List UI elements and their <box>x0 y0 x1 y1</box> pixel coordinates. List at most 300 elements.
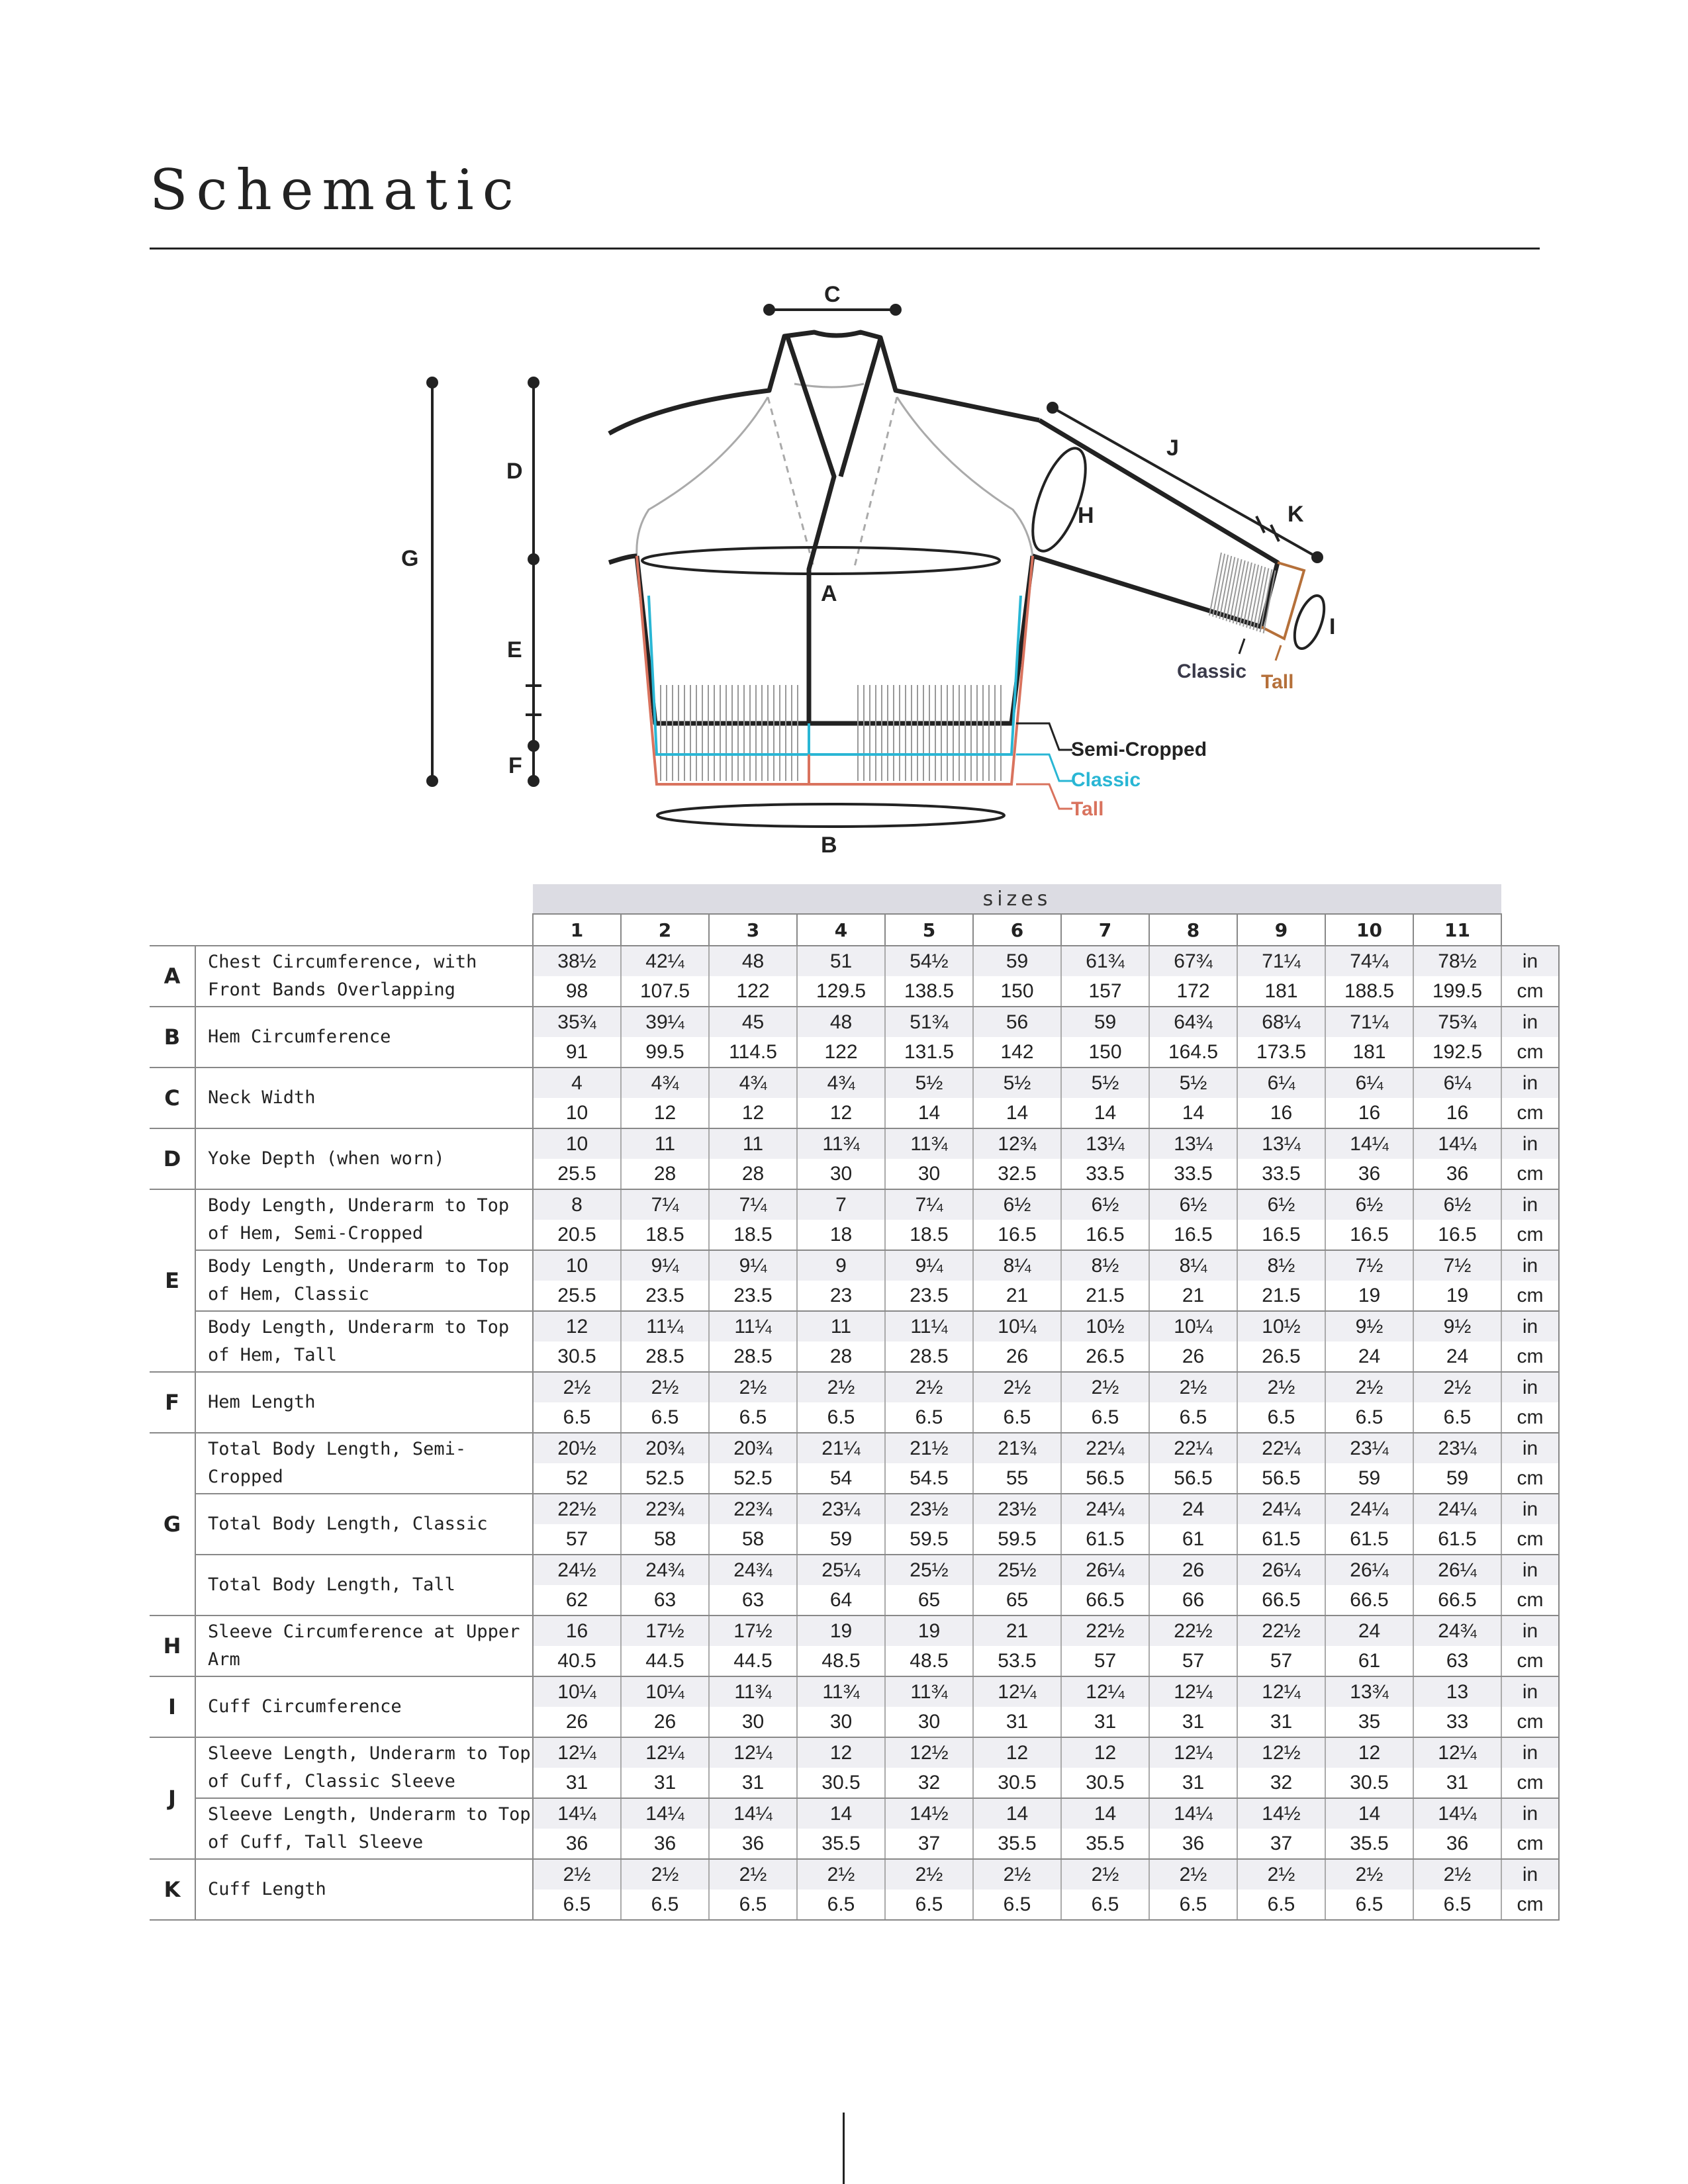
measure-value: 91 <box>533 1037 621 1068</box>
measure-value: 6½ <box>1413 1189 1501 1220</box>
measure-value: 30 <box>885 1159 973 1189</box>
measure-value: 7¼ <box>709 1189 797 1220</box>
measure-value: 157 <box>1061 976 1149 1007</box>
table-row <box>150 1007 1559 1037</box>
unit-label-in: in <box>1501 1676 1559 1707</box>
measure-value: 10½ <box>1237 1311 1325 1342</box>
measure-value: 36 <box>1413 1829 1501 1859</box>
measure-value: 22½ <box>1149 1615 1237 1646</box>
measure-value: 2½ <box>533 1859 621 1889</box>
measure-value: 71¼ <box>1237 946 1325 976</box>
measure-value: 33.5 <box>1061 1159 1149 1189</box>
measure-value: 6.5 <box>709 1889 797 1920</box>
measure-value: 138.5 <box>885 976 973 1007</box>
measure-value: 25.5 <box>533 1159 621 1189</box>
measure-value: 57 <box>533 1524 621 1555</box>
measure-value: 11¼ <box>885 1311 973 1342</box>
measure-value: 6.5 <box>533 1402 621 1433</box>
measure-value: 28.5 <box>885 1342 973 1372</box>
measure-value: 18 <box>797 1220 885 1250</box>
measure-value: 67¾ <box>1149 946 1237 976</box>
measure-value: 59.5 <box>973 1524 1061 1555</box>
measure-value: 59 <box>1061 1007 1149 1037</box>
measure-value: 6.5 <box>533 1889 621 1920</box>
measure-value: 7¼ <box>885 1189 973 1220</box>
measure-value: 12 <box>709 1098 797 1128</box>
size-header-4: 4 <box>797 914 885 946</box>
measure-value: 6.5 <box>1149 1889 1237 1920</box>
measure-value: 55 <box>973 1463 1061 1494</box>
measure-value: 12 <box>1061 1737 1149 1768</box>
measure-value: 31 <box>533 1768 621 1798</box>
measure-value: 61 <box>1325 1646 1413 1676</box>
measure-value: 11¾ <box>885 1128 973 1159</box>
measure-value: 6.5 <box>797 1889 885 1920</box>
measure-value: 61.5 <box>1237 1524 1325 1555</box>
measure-value: 59 <box>797 1524 885 1555</box>
table-row <box>150 1068 1559 1098</box>
sizes-banner-row <box>150 884 1559 914</box>
sweater-schematic <box>0 0 1688 900</box>
measure-value: 122 <box>797 1037 885 1068</box>
measure-description: Sleeve Length, Underarm to Top of Cuff, Tall Sleeve <box>195 1798 533 1859</box>
measure-value: 71¼ <box>1325 1007 1413 1037</box>
table-row <box>150 1615 1559 1646</box>
hem-callout-tall: Tall <box>1071 798 1104 820</box>
label-D: D <box>506 459 523 484</box>
measure-value: 23¼ <box>1413 1433 1501 1463</box>
measure-value: 32 <box>1237 1768 1325 1798</box>
measurements-table-wrap <box>150 884 1560 1921</box>
measure-value: 14½ <box>1237 1798 1325 1829</box>
label-K: K <box>1288 502 1304 527</box>
measure-value: 35 <box>1325 1707 1413 1737</box>
unit-label-cm: cm <box>1501 1402 1559 1433</box>
measure-value: 66 <box>1149 1585 1237 1615</box>
measure-value: 59 <box>973 946 1061 976</box>
measure-value: 22¾ <box>709 1494 797 1524</box>
measure-value: 22¾ <box>621 1494 709 1524</box>
measure-value: 2½ <box>709 1372 797 1402</box>
measure-value: 6.5 <box>621 1889 709 1920</box>
unit-label-cm: cm <box>1501 1098 1559 1128</box>
measure-value: 6.5 <box>1061 1402 1149 1433</box>
unit-label-cm: cm <box>1501 1342 1559 1372</box>
measure-value: 7½ <box>1325 1250 1413 1281</box>
measure-value: 26 <box>1149 1342 1237 1372</box>
page-divider <box>843 2113 845 2184</box>
measure-value: 25¼ <box>797 1555 885 1585</box>
measure-value: 33.5 <box>1237 1159 1325 1189</box>
measure-letter-C: C <box>150 1068 195 1128</box>
measure-value: 10¼ <box>621 1676 709 1707</box>
measure-value: 172 <box>1149 976 1237 1007</box>
measure-description: Total Body Length, Tall <box>195 1555 533 1615</box>
measure-value: 14¼ <box>533 1798 621 1829</box>
measure-value: 58 <box>709 1524 797 1555</box>
measure-letter-D: D <box>150 1128 195 1189</box>
unit-label-in: in <box>1501 1250 1559 1281</box>
measure-value: 8½ <box>1061 1250 1149 1281</box>
measure-value: 24¼ <box>1325 1494 1413 1524</box>
measure-value: 21 <box>1149 1281 1237 1311</box>
measure-value: 199.5 <box>1413 976 1501 1007</box>
unit-label-cm: cm <box>1501 1524 1559 1555</box>
table-row <box>150 1859 1559 1889</box>
unit-label-cm: cm <box>1501 1829 1559 1859</box>
measure-letter-H: H <box>150 1615 195 1676</box>
measure-value: 4¾ <box>797 1068 885 1098</box>
measure-value: 26 <box>973 1342 1061 1372</box>
measure-value: 5½ <box>885 1068 973 1098</box>
measure-value: 6.5 <box>797 1402 885 1433</box>
measure-value: 173.5 <box>1237 1037 1325 1068</box>
unit-label-in: in <box>1501 1007 1559 1037</box>
measure-value: 11¼ <box>621 1311 709 1342</box>
unit-label-cm: cm <box>1501 1463 1559 1494</box>
measure-value: 36 <box>709 1829 797 1859</box>
measure-value: 6¼ <box>1413 1068 1501 1098</box>
measure-value: 24 <box>1413 1342 1501 1372</box>
hem-callout-semi: Semi-Cropped <box>1071 739 1207 760</box>
measure-value: 22½ <box>1237 1615 1325 1646</box>
measure-value: 22½ <box>533 1494 621 1524</box>
measure-value: 12 <box>797 1737 885 1768</box>
measure-value: 36 <box>621 1829 709 1859</box>
measure-description: Neck Width <box>195 1068 533 1128</box>
measure-value: 23 <box>797 1281 885 1311</box>
measure-value: 2½ <box>885 1859 973 1889</box>
measure-value: 10¼ <box>533 1676 621 1707</box>
measure-value: 2½ <box>1413 1859 1501 1889</box>
measure-value: 30 <box>797 1707 885 1737</box>
measure-value: 31 <box>1149 1707 1237 1737</box>
measure-value: 11¾ <box>885 1676 973 1707</box>
measure-value: 31 <box>1149 1768 1237 1798</box>
measure-value: 57 <box>1149 1646 1237 1676</box>
measure-value: 6½ <box>1325 1189 1413 1220</box>
measure-value: 66.5 <box>1413 1585 1501 1615</box>
measure-value: 11¾ <box>797 1676 885 1707</box>
unit-label-in: in <box>1501 1555 1559 1585</box>
size-header-10: 10 <box>1325 914 1413 946</box>
measure-value: 6.5 <box>1149 1402 1237 1433</box>
measure-value: 2½ <box>797 1859 885 1889</box>
measure-value: 18.5 <box>621 1220 709 1250</box>
measure-value: 33 <box>1413 1707 1501 1737</box>
measure-value: 30.5 <box>1061 1768 1149 1798</box>
measure-value: 75¾ <box>1413 1007 1501 1037</box>
measure-value: 12 <box>621 1098 709 1128</box>
measure-value: 26 <box>621 1707 709 1737</box>
measure-value: 36 <box>1325 1159 1413 1189</box>
label-G: G <box>401 546 419 571</box>
measure-value: 65 <box>885 1585 973 1615</box>
measure-value: 16 <box>1237 1098 1325 1128</box>
measure-value: 2½ <box>973 1859 1061 1889</box>
measure-value: 6.5 <box>1325 1402 1413 1433</box>
measure-description: Sleeve Circumference at Upper Arm <box>195 1615 533 1676</box>
table-row <box>150 1676 1559 1707</box>
measure-value: 22¼ <box>1237 1433 1325 1463</box>
measure-value: 4¾ <box>709 1068 797 1098</box>
label-I: I <box>1329 614 1336 639</box>
measure-value: 12¼ <box>1149 1676 1237 1707</box>
unit-label-cm: cm <box>1501 1585 1559 1615</box>
label-C: C <box>824 282 841 307</box>
measure-description: Body Length, Underarm to Top of Hem, Classic <box>195 1250 533 1311</box>
measure-value: 25½ <box>885 1555 973 1585</box>
label-H: H <box>1078 503 1094 528</box>
measure-value: 19 <box>1325 1281 1413 1311</box>
measure-value: 2½ <box>797 1372 885 1402</box>
measure-value: 12 <box>1325 1737 1413 1768</box>
measure-value: 11¾ <box>797 1128 885 1159</box>
size-header-9: 9 <box>1237 914 1325 946</box>
unit-label-cm: cm <box>1501 1768 1559 1798</box>
measure-value: 24½ <box>533 1555 621 1585</box>
unit-label-in: in <box>1501 1737 1559 1768</box>
measure-value: 6.5 <box>1413 1889 1501 1920</box>
measure-value: 37 <box>1237 1829 1325 1859</box>
measure-value: 4¾ <box>621 1068 709 1098</box>
measure-value: 12¼ <box>1149 1737 1237 1768</box>
measure-value: 16.5 <box>1325 1220 1413 1250</box>
measure-value: 24¾ <box>621 1555 709 1585</box>
measure-value: 36 <box>533 1829 621 1859</box>
measure-value: 21½ <box>885 1433 973 1463</box>
unit-label-cm: cm <box>1501 1889 1559 1920</box>
measure-value: 2½ <box>1149 1859 1237 1889</box>
measure-value: 9 <box>797 1250 885 1281</box>
measure-value: 48 <box>797 1007 885 1037</box>
measure-value: 26¼ <box>1413 1555 1501 1585</box>
measure-value: 26 <box>533 1707 621 1737</box>
sleeve-callout-tall: Tall <box>1261 671 1294 693</box>
measure-value: 2½ <box>1237 1859 1325 1889</box>
label-F: F <box>508 753 522 778</box>
measure-value: 12¼ <box>621 1737 709 1768</box>
unit-label-in: in <box>1501 1615 1559 1646</box>
measure-value: 28 <box>797 1342 885 1372</box>
measure-value: 14 <box>797 1798 885 1829</box>
measure-value: 21.5 <box>1237 1281 1325 1311</box>
measure-value: 11¼ <box>709 1311 797 1342</box>
chest-ellipse <box>642 547 1000 574</box>
sleeve-length-dimension <box>1048 403 1322 562</box>
measure-value: 35.5 <box>797 1829 885 1859</box>
unit-label-in: in <box>1501 1433 1559 1463</box>
measure-value: 188.5 <box>1325 976 1413 1007</box>
measure-value: 63 <box>1413 1646 1501 1676</box>
measure-value: 7 <box>797 1189 885 1220</box>
measure-value: 14¼ <box>621 1798 709 1829</box>
measure-value: 18.5 <box>709 1220 797 1250</box>
measure-value: 98 <box>533 976 621 1007</box>
measure-value: 5½ <box>973 1068 1061 1098</box>
measure-value: 5½ <box>1149 1068 1237 1098</box>
measure-value: 6¼ <box>1237 1068 1325 1098</box>
measure-value: 31 <box>709 1768 797 1798</box>
measure-value: 31 <box>1237 1707 1325 1737</box>
measure-value: 68¼ <box>1237 1007 1325 1037</box>
measure-description: Cuff Length <box>195 1859 533 1920</box>
measure-value: 21¾ <box>973 1433 1061 1463</box>
measure-value: 36 <box>1413 1159 1501 1189</box>
measure-value: 8 <box>533 1189 621 1220</box>
measure-value: 12¼ <box>1061 1676 1149 1707</box>
measure-value: 19 <box>1413 1281 1501 1311</box>
measure-value: 11 <box>621 1128 709 1159</box>
measure-value: 6.5 <box>973 1889 1061 1920</box>
measure-letter-B: B <box>150 1007 195 1068</box>
measure-value: 21.5 <box>1061 1281 1149 1311</box>
unit-label-in: in <box>1501 1798 1559 1829</box>
measure-value: 2½ <box>1237 1372 1325 1402</box>
measure-value: 28 <box>621 1159 709 1189</box>
measure-value: 16 <box>1413 1098 1501 1128</box>
measure-value: 63 <box>709 1585 797 1615</box>
measure-value: 16 <box>1325 1098 1413 1128</box>
measure-description: Sleeve Length, Underarm to Top of Cuff, Classic Sleeve <box>195 1737 533 1798</box>
measure-value: 7¼ <box>621 1189 709 1220</box>
measure-value: 63 <box>621 1585 709 1615</box>
measure-value: 12¼ <box>709 1737 797 1768</box>
measure-value: 23½ <box>885 1494 973 1524</box>
measure-value: 17½ <box>709 1615 797 1646</box>
measure-value: 30.5 <box>797 1768 885 1798</box>
unit-label-in: in <box>1501 1494 1559 1524</box>
table-row <box>150 946 1559 976</box>
measure-value: 24¼ <box>1413 1494 1501 1524</box>
label-J: J <box>1166 435 1179 461</box>
measure-value: 31 <box>973 1707 1061 1737</box>
unit-label-cm: cm <box>1501 976 1559 1007</box>
measure-value: 51¾ <box>885 1007 973 1037</box>
measure-value: 10¼ <box>973 1311 1061 1342</box>
measure-value: 6.5 <box>885 1889 973 1920</box>
table-row <box>150 1128 1559 1159</box>
measure-value: 2½ <box>709 1859 797 1889</box>
measure-value: 64 <box>797 1585 885 1615</box>
measure-value: 2½ <box>885 1372 973 1402</box>
size-header-8: 8 <box>1149 914 1237 946</box>
measure-value: 52.5 <box>621 1463 709 1494</box>
measure-value: 61.5 <box>1061 1524 1149 1555</box>
size-header-7: 7 <box>1061 914 1149 946</box>
size-header-11: 11 <box>1413 914 1501 946</box>
measure-value: 40.5 <box>533 1646 621 1676</box>
measure-value: 42¼ <box>621 946 709 976</box>
measure-description: Body Length, Underarm to Top of Hem, Tall <box>195 1311 533 1372</box>
size-header-2: 2 <box>621 914 709 946</box>
measure-value: 12 <box>533 1311 621 1342</box>
measure-value: 54 <box>797 1463 885 1494</box>
measure-value: 48.5 <box>885 1646 973 1676</box>
measure-value: 21 <box>973 1281 1061 1311</box>
measure-value: 16.5 <box>1061 1220 1149 1250</box>
measure-value: 52.5 <box>709 1463 797 1494</box>
measure-value: 181 <box>1237 976 1325 1007</box>
measure-value: 26 <box>1149 1555 1237 1585</box>
measure-value: 26.5 <box>1061 1342 1149 1372</box>
table-row <box>150 1372 1559 1402</box>
measure-value: 61 <box>1149 1524 1237 1555</box>
measure-value: 59 <box>1325 1463 1413 1494</box>
measure-value: 150 <box>1061 1037 1149 1068</box>
size-header-1: 1 <box>533 914 621 946</box>
measure-value: 30 <box>797 1159 885 1189</box>
measure-value: 54.5 <box>885 1463 973 1494</box>
measure-value: 6.5 <box>1413 1402 1501 1433</box>
measure-value: 61.5 <box>1325 1524 1413 1555</box>
measure-value: 12¼ <box>973 1676 1061 1707</box>
measure-value: 31 <box>1061 1707 1149 1737</box>
measure-value: 16.5 <box>1149 1220 1237 1250</box>
unit-label-in: in <box>1501 946 1559 976</box>
measure-value: 19 <box>885 1615 973 1646</box>
measure-value: 6.5 <box>1237 1402 1325 1433</box>
measure-value: 19 <box>797 1615 885 1646</box>
page-title: Schematic <box>150 158 522 222</box>
measure-value: 14 <box>1149 1098 1237 1128</box>
measure-letter-G: G <box>150 1433 195 1615</box>
hem-ellipse <box>657 804 1004 827</box>
measure-value: 6.5 <box>1237 1889 1325 1920</box>
measure-value: 35.5 <box>973 1829 1061 1859</box>
table-row <box>150 1737 1559 1768</box>
unit-label-cm: cm <box>1501 1646 1559 1676</box>
cuff <box>1209 553 1330 653</box>
measure-value: 10 <box>533 1098 621 1128</box>
measure-value: 12½ <box>885 1737 973 1768</box>
measure-value: 8¼ <box>1149 1250 1237 1281</box>
measure-value: 20.5 <box>533 1220 621 1250</box>
measure-value: 45 <box>709 1007 797 1037</box>
table-row <box>150 1433 1559 1463</box>
size-header-5: 5 <box>885 914 973 946</box>
measure-description: Chest Circumference, with Front Bands Overlapping <box>195 946 533 1007</box>
measure-value: 14½ <box>885 1798 973 1829</box>
measure-value: 142 <box>973 1037 1061 1068</box>
measure-value: 18.5 <box>885 1220 973 1250</box>
measure-value: 14 <box>973 1798 1061 1829</box>
measure-value: 6.5 <box>1061 1889 1149 1920</box>
measure-value: 11 <box>797 1311 885 1342</box>
measure-value: 6.5 <box>885 1402 973 1433</box>
measure-value: 2½ <box>1413 1372 1501 1402</box>
measure-value: 22½ <box>1061 1615 1149 1646</box>
measure-value: 114.5 <box>709 1037 797 1068</box>
measure-value: 39¼ <box>621 1007 709 1037</box>
measure-value: 16.5 <box>1237 1220 1325 1250</box>
measure-value: 16.5 <box>973 1220 1061 1250</box>
measure-value: 61¾ <box>1061 946 1149 976</box>
measure-value: 53.5 <box>973 1646 1061 1676</box>
measure-value: 6½ <box>973 1189 1061 1220</box>
unit-label-in: in <box>1501 1189 1559 1220</box>
measure-value: 16 <box>533 1615 621 1646</box>
measure-value: 35.5 <box>1061 1829 1149 1859</box>
measure-value: 2½ <box>621 1859 709 1889</box>
label-E: E <box>507 637 522 662</box>
measure-value: 181 <box>1325 1037 1413 1068</box>
measure-value: 24¾ <box>709 1555 797 1585</box>
measure-value: 30.5 <box>533 1342 621 1372</box>
measure-value: 17½ <box>621 1615 709 1646</box>
measure-value: 20½ <box>533 1433 621 1463</box>
measure-value: 192.5 <box>1413 1037 1501 1068</box>
